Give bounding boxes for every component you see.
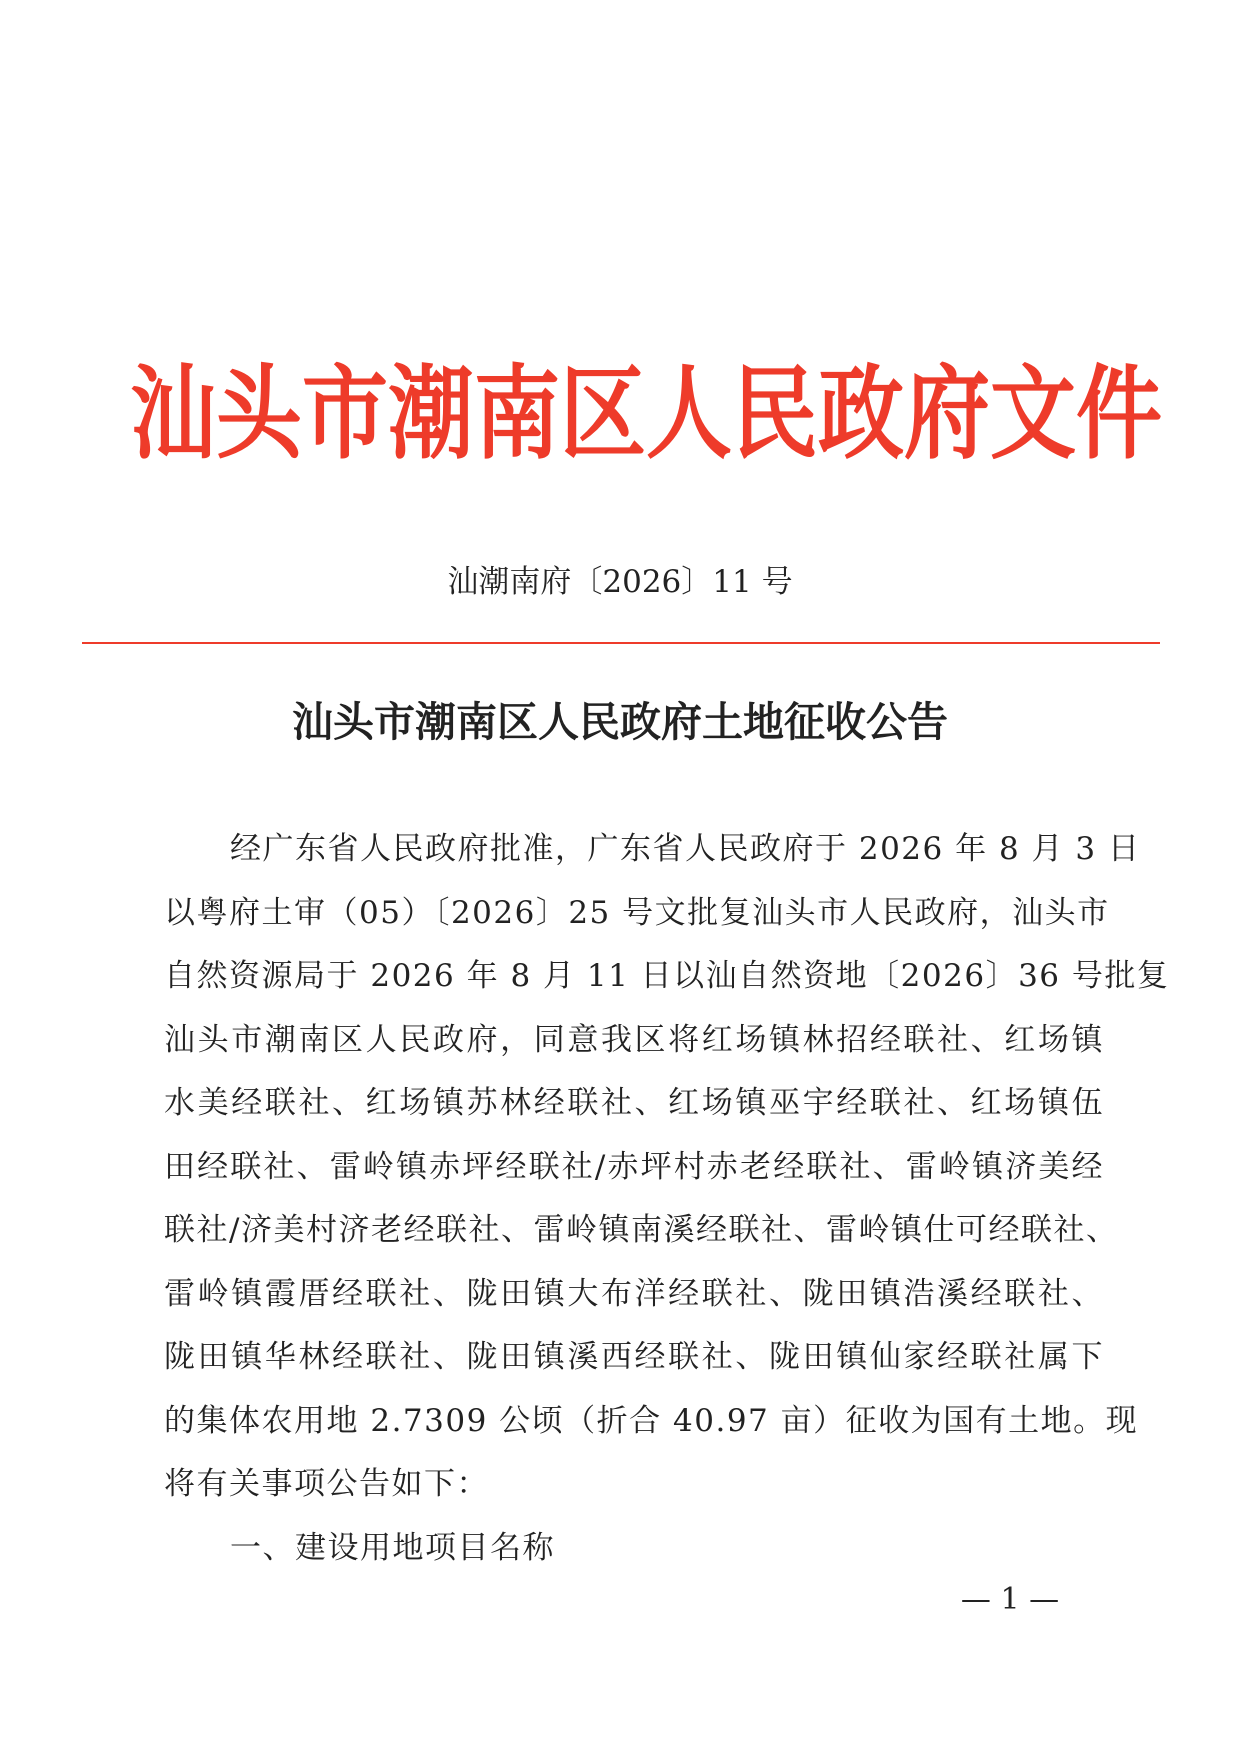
body-line: 经广东省人民政府批准，广东省人民政府于 2026 年 8 月 3 日 [230, 831, 1141, 867]
body-line: 陇田镇华林经联社、陇田镇溪西经联社、陇田镇仙家经联社属下 [164, 1339, 1104, 1375]
document-number: 汕潮南府〔2026〕11 号 [447, 564, 793, 600]
body-line: 雷岭镇霞厝经联社、陇田镇大布洋经联社、陇田镇浩溪经联社、 [164, 1275, 1104, 1312]
red-divider-line [82, 642, 1160, 644]
body-line: 水美经联社、红场镇苏林经联社、红场镇巫宇经联社、红场镇伍 [164, 1085, 1104, 1121]
announcement-title: 汕头市潮南区人民政府土地征收公告 [292, 698, 948, 746]
page-number: — 1 — [960, 1582, 1060, 1617]
body-line: 的集体农用地 2.7309 公顷（折合 40.97 亩）征收为国有土地。现 [164, 1402, 1139, 1439]
body-line: 田经联社、雷岭镇赤坪经联社/赤坪村赤老经联社、雷岭镇济美经 [164, 1148, 1104, 1185]
body-line: 联社/济美村济老经联社、雷岭镇南溪经联社、雷岭镇仕可经联社、 [164, 1212, 1119, 1248]
body-line: 自然资源局于 2026 年 8 月 11 日以汕自然资地〔2026〕36 号批复 [164, 958, 1170, 994]
body-line: 以粤府土审（05）〔2026〕25 号文批复汕头市人民政府，汕头市 [164, 894, 1110, 931]
masthead-title: 汕头市潮南区人民政府文件 [130, 355, 1162, 474]
body-line: 将有关事项公告如下： [164, 1466, 489, 1502]
section-heading: 一、建设用地项目名称 [230, 1529, 555, 1566]
body-line: 汕头市潮南区人民政府，同意我区将红场镇林招经联社、红场镇 [164, 1021, 1104, 1058]
announcement-body [164, 818, 1170, 1580]
